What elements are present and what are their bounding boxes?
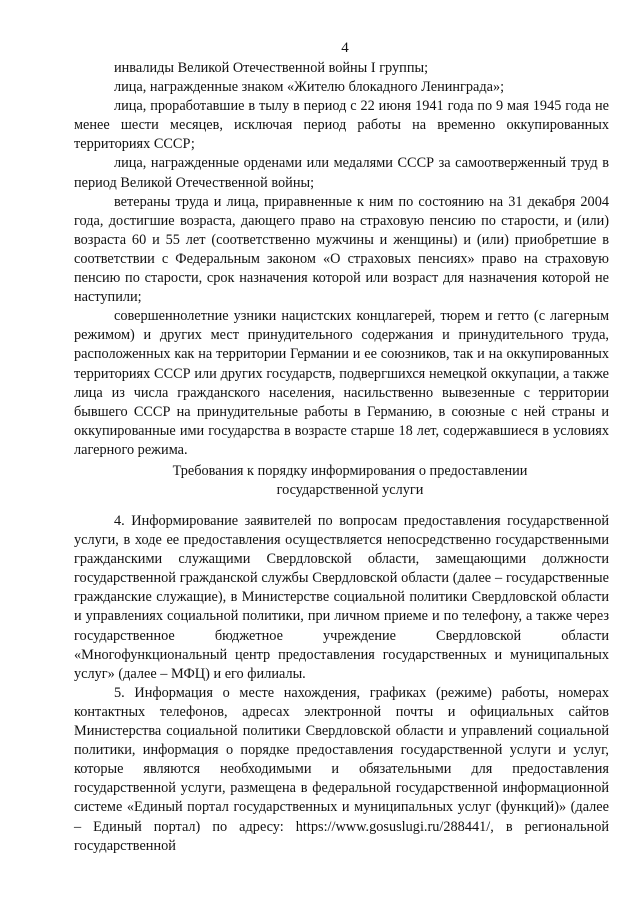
eligible-persons-list <box>74 59 609 460</box>
page-number: 4 <box>341 40 349 56</box>
list-item: лица, награжденные орденами или медалями СССР за самоотверженный труд в период Великой Отечественной войны; <box>74 155 609 191</box>
section-heading <box>80 462 620 500</box>
section-body <box>74 512 609 856</box>
paragraph-4: 4. Информирование заявителей по вопросам предоставления государственной услуги, в ходе ее предоставления осуществляется непосредственно государственными гражданскими служащими Свердловской области, замещающими должности государственной гражданской службы Свердловской области (далее – государственные гражданские служащие), в Министерстве социальной политики Свердловской области и управлениях социальной политики, при личном приеме и по телефону, а также через государственное бюджетное учреждение Свердловской области «Многофункциональный центр предоставления государственных и муниципальных услуг» (далее – МФЦ) и его филиалы. <box>74 513 609 682</box>
list-item: лица, награжденные знаком «Жителю блокадного Ленинграда»; <box>114 79 505 96</box>
list-item: инвалиды Великой Отечественной войны I группы; <box>114 60 429 76</box>
list-item: лица, проработавшие в тылу в период с 22 июня 1941 года по 9 мая 1945 года не менее шести месяцев, исключая период работы на временно оккупированных территориях СССР; <box>74 98 609 153</box>
paragraph-5: 5. Информация о месте нахождения, графиках (режиме) работы, номерах контактных телефонов, адресах электронной почты и официальных сайтов Министерства социальной политики Свердловской области и управлений социальной политики, информация о порядке предоставления государственной услуги и услуг, которые являются необходимыми и обязательными для предоставления государственной услуги, размещена в федеральной государственной информационной системе «Единый портал государственных и муниципальных услуг (функций)» (далее – Единый портал) по адресу: https://www.gosuslugi.ru/288441/, в региональной государственной <box>74 684 609 854</box>
list-item: совершеннолетние узники нацистских концлагерей, тюрем и гетто (с лагерным режимом) и других мест принудительного содержания и принудительного труда, расположенных как на территории Германии и ее союзников, так и на оккупированных территориях СССР или других государств, подвергшихся немецкой оккупации, а также лица из числа гражданского населения, насильственно вывезенные с территории бывшего СССР на принудительные работы в Германию, в союзные с ней страны и оккупированные ими государства в возрасте старше 18 лет, содержавшиеся в условиях лагерного режима. <box>74 308 609 458</box>
section-heading-line: государственной услуги <box>276 482 424 498</box>
list-item: ветераны труда и лица, приравненные к ним по состоянию на 31 декабря 2004 года, достигшие возраста, дающего право на страховую пенсию по старости, и (или) возраста 60 и 55 лет (соответственно мужчины и женщины) и (или) приобретшие в соответствии с Федеральным законом «О страховых пенсиях» право на страховую пенсию по старости, срок назначения которой или возраст для назначения которой не наступили; <box>74 193 609 306</box>
section-heading-line: Требования к порядку информирования о предоставлении <box>172 463 528 479</box>
